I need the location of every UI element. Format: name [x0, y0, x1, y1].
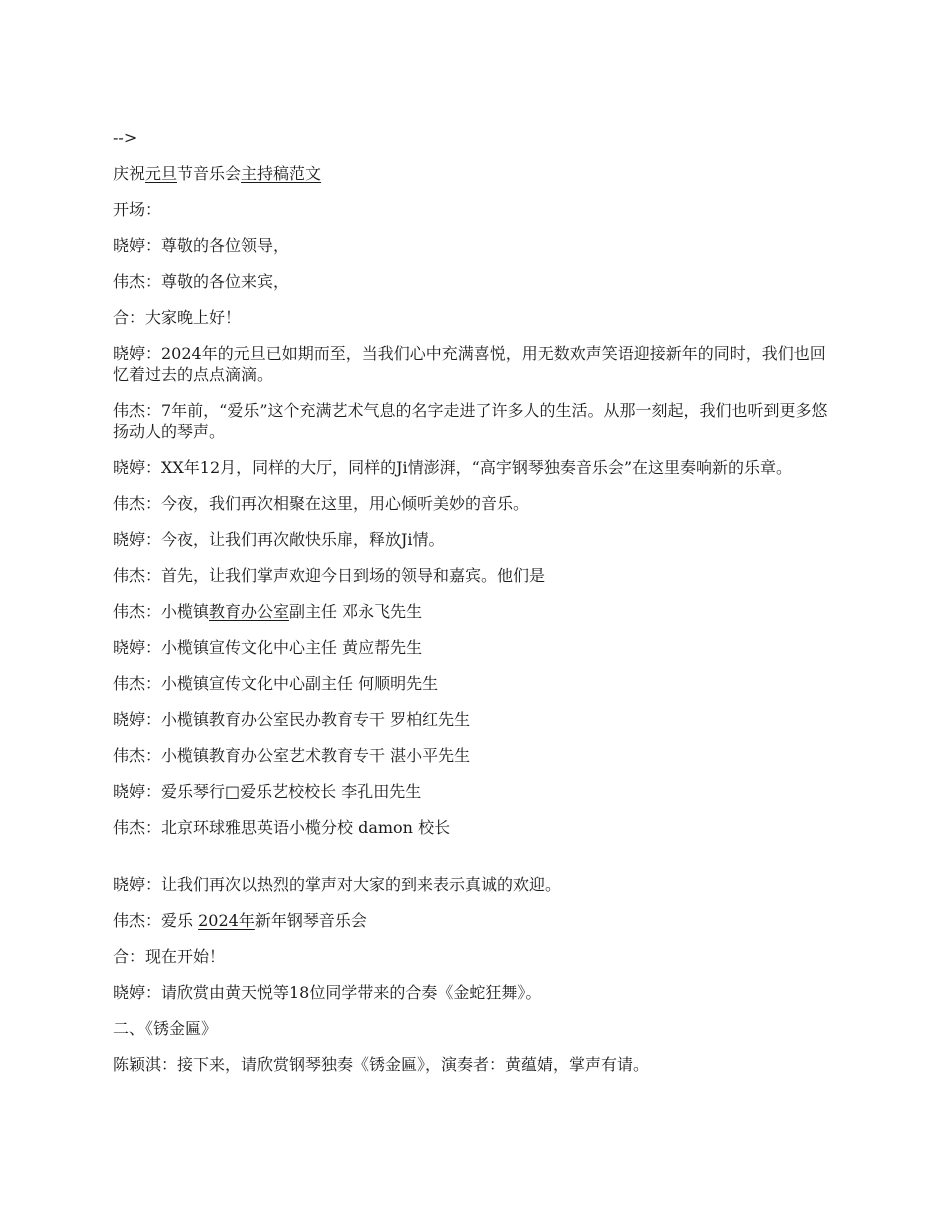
paragraph: 晓婷：小榄镇宣传文化中心主任 黄应帮先生 [113, 638, 423, 657]
paragraph: 晓婷：2024年的元旦已如期而至，当我们心中充满喜悦，用无数欢声笑语迎接新年的同时，我们也回忆着过去的点点滴滴。 [113, 344, 826, 384]
paragraph: 晓婷：XX年12月，同样的大厅，同样的Ji情澎湃，“高宇钢琴独奏音乐会”在这里奏响新的乐章。 [113, 458, 793, 477]
title-prefix: 庆祝 [113, 164, 146, 183]
edu-suffix: 副主任 邓永飞先生 [289, 602, 423, 621]
section-heading: 二、《锈金匾》 [113, 1019, 218, 1038]
paragraph-concert-year [113, 910, 838, 931]
year-prefix: 伟杰：爱乐 [113, 911, 199, 930]
document-body [113, 127, 838, 1075]
paragraph: 开场： [113, 200, 162, 219]
year-suffix: 新年钢琴音乐会 [254, 911, 367, 930]
edu-prefix: 伟杰：小榄镇 [113, 602, 210, 621]
paragraph: 陈颖淇：接下来，请欣赏钢琴独奏《锈金匾》，演奏者：黄蕴婧，掌声有请。 [113, 1055, 650, 1074]
paragraph: 晓婷：小榄镇教育办公室民办教育专干 罗柏红先生 [113, 710, 471, 729]
paragraph: 伟杰：今夜，我们再次相聚在这里，用心倾听美妙的音乐。 [113, 494, 530, 513]
year-link[interactable]: 2024年 [198, 911, 255, 930]
paragraph: 伟杰：尊敬的各位来宾， [113, 272, 290, 291]
paragraph: 晓婷：爱乐琴行□爱乐艺校校长 李孔田先生 [113, 782, 422, 801]
paragraph: 合：现在开始！ [113, 947, 226, 966]
paragraph: 晓婷：今夜，让我们再次敞快乐扉，释放Ji情。 [113, 530, 445, 549]
paragraph-edu-office [113, 601, 838, 622]
paragraph: 伟杰：北京环球雅思英语小榄分校 damon 校长 [113, 818, 451, 837]
title-middle: 节音乐会 [177, 164, 242, 183]
paragraph: 合：大家晚上好！ [113, 308, 242, 327]
paragraph: 晓婷：尊敬的各位领导， [113, 236, 290, 255]
edu-office-link[interactable]: 教育办公室 [209, 602, 290, 621]
paragraph: 伟杰：7年前，“爱乐”这个充满艺术气息的名字走进了许多人的生活。从那一刻起，我们也听到更多悠扬动人的琴声。 [113, 401, 828, 441]
title-link-yuandan[interactable]: 元旦 [145, 164, 178, 183]
paragraph: 伟杰：小榄镇宣传文化中心副主任 何顺明先生 [113, 674, 439, 693]
paragraph: 伟杰：小榄镇教育办公室艺术教育专干 湛小平先生 [113, 746, 471, 765]
paragraph: 伟杰：首先，让我们掌声欢迎今日到场的领导和嘉宾。他们是 [113, 566, 546, 585]
comment-marker: --> [113, 128, 138, 147]
title-link-host-script[interactable]: 主持稿范文 [241, 164, 322, 183]
paragraph: 晓婷：请欣赏由黄天悦等18位同学带来的合奏《金蛇狂舞》。 [113, 983, 542, 1002]
paragraph: 晓婷：让我们再次以热烈的掌声对大家的到来表示真诚的欢迎。 [113, 875, 562, 894]
document-title [113, 163, 838, 184]
